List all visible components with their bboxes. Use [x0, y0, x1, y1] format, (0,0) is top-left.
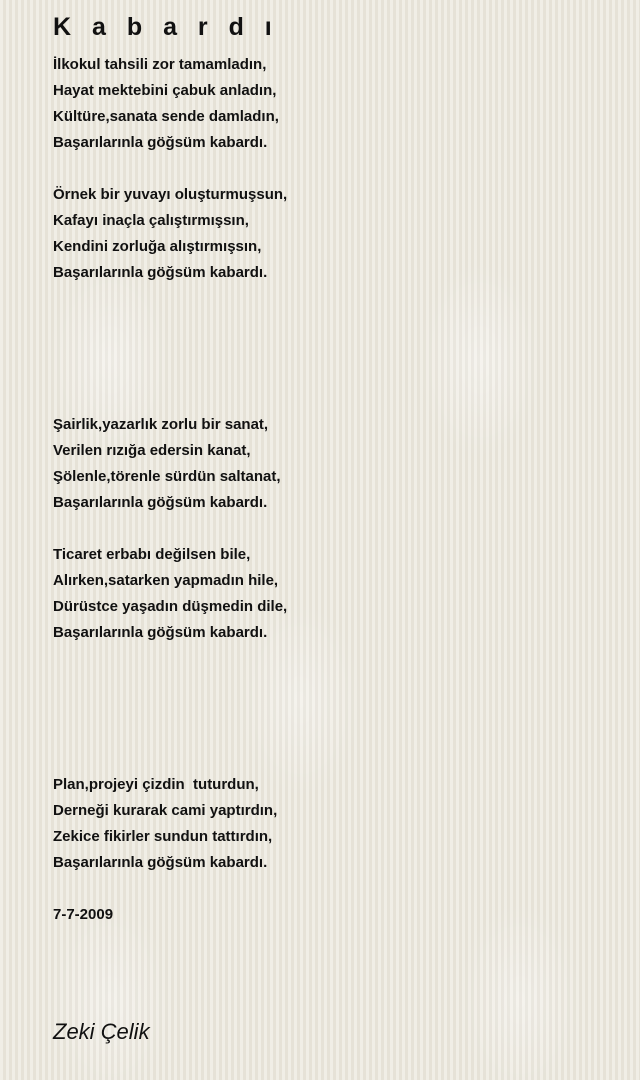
poem-author: Zeki Çelik [53, 1019, 150, 1044]
poem-line: Başarılarınla göğsüm kabardı. [53, 854, 268, 871]
poem-line: Kendini zorluğa alıştırmışsın, [53, 238, 262, 255]
stanza-1 [53, 52, 279, 156]
poem-date: 7-7-2009 [53, 906, 114, 923]
poem-title: K a b a r d ı [53, 13, 279, 41]
poem-line: Şairlik,yazarlık zorlu bir sanat, [53, 416, 269, 433]
poem-line: Hayat mektebini çabuk anladın, [53, 82, 277, 99]
poem-line: Plan,projeyi çizdin tuturdun, [53, 776, 259, 793]
poem-line: Başarılarınla göğsüm kabardı. [53, 624, 268, 641]
poem-line: Zekice fikirler sundun tattırdın, [53, 828, 273, 845]
stanza-2 [53, 182, 287, 286]
poem-line: Şölenle,törenle sürdün saltanat, [53, 468, 281, 485]
poem-line: Başarılarınla göğsüm kabardı. [53, 494, 268, 511]
stanza-4 [53, 542, 287, 646]
poem-line: Örnek bir yuvayı oluşturmuşsun, [53, 186, 288, 203]
poem-line: Kültüre,sanata sende damladın, [53, 108, 279, 125]
poem-line: Derneği kurarak cami yaptırdın, [53, 802, 278, 819]
poem-line: Verilen rızığa edersin kanat, [53, 442, 251, 459]
stanza-3 [53, 412, 281, 516]
poem-line: İlkokul tahsili zor tamamladın, [53, 56, 267, 73]
poem-line: Ticaret erbabı değilsen bile, [53, 546, 251, 563]
poem-line: Başarılarınla göğsüm kabardı. [53, 134, 268, 151]
poem-line: Kafayı inaçla çalıştırmışsın, [53, 212, 249, 229]
poem-line: Alırken,satarken yapmadın hile, [53, 572, 279, 589]
poem-line: Başarılarınla göğsüm kabardı. [53, 264, 268, 281]
stanza-5 [53, 772, 277, 876]
poem-line: Dürüstce yaşadın düşmedin dile, [53, 598, 288, 615]
